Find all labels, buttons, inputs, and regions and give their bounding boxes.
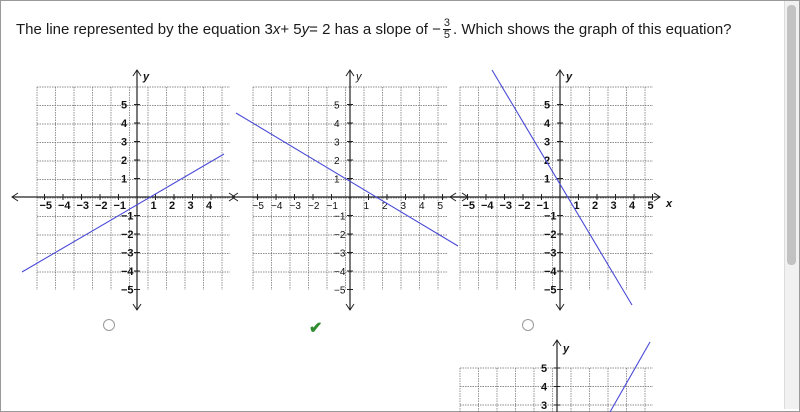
- option-3-x-tick-label: 1: [573, 200, 580, 212]
- option-3-y-tick-label: 5: [544, 99, 551, 112]
- option-4-y-tick-label: 5: [541, 363, 548, 375]
- option-4-y-axis-label: y: [563, 343, 570, 355]
- question-equals: = 2 has a slope of −: [309, 21, 441, 38]
- scrollbar-thumb[interactable]: [787, 5, 796, 265]
- option-3-y-tick-label: 3: [544, 136, 551, 149]
- option-1-x-tick-label: −5: [39, 200, 53, 212]
- option-3-y-tick-label: −1: [544, 210, 557, 223]
- option-3-x-tick-label: −2: [518, 200, 531, 212]
- option-3-x-axis-label: x: [666, 198, 673, 210]
- option-1-y-tick-label: −3: [121, 247, 134, 260]
- option-3-y-tick-label: 1: [544, 173, 551, 186]
- option-3-x-tick-label: −1: [536, 200, 550, 212]
- option-1-x-tick-label: −3: [76, 200, 90, 212]
- option-2-x-tick-label: 3: [400, 201, 407, 212]
- option-1-y-tick-label: 2: [121, 155, 128, 167]
- option-1-x-tick-label: −1: [113, 200, 127, 212]
- y-variable: y: [301, 21, 310, 38]
- option-1-y-tick-label: 5: [121, 99, 128, 112]
- option-2-x-tick-label: −3: [289, 201, 301, 212]
- fraction-denominator: 5: [443, 29, 451, 41]
- option-4-y-tick-label: 4: [541, 381, 548, 394]
- option-4-y-tick-label: 3: [541, 400, 548, 412]
- option-3-x-tick-label: −3: [499, 200, 513, 212]
- option-2-x-tick-label: −5: [252, 201, 264, 212]
- option-1-y-tick-label: −2: [121, 229, 134, 241]
- option-1-y-axis-label: y: [143, 71, 150, 83]
- option-3-x-tick-label: −5: [462, 200, 476, 212]
- option-3-y-tick-label: 4: [544, 118, 551, 130]
- option-1-y-tick-label: 3: [121, 136, 128, 149]
- option-2-x-tick-label: 2: [382, 201, 388, 212]
- fraction-numerator: 3: [443, 17, 451, 29]
- option-2-y-tick-label: 4: [334, 119, 340, 130]
- option-3-x-tick-label: 5: [647, 200, 654, 212]
- option-2-y-tick-label: −4: [334, 267, 346, 278]
- option-3-y-tick-label: −5: [544, 284, 557, 297]
- option-1-x-tick-label: 1: [150, 200, 157, 212]
- option-3-x-tick-label: 3: [610, 200, 617, 212]
- option-3-y-axis-label: y: [566, 71, 573, 83]
- option-2-y-tick-label: 3: [334, 137, 340, 149]
- option-2-x-tick-label: 4: [419, 201, 425, 212]
- option-2-y-tick-label: −3: [334, 248, 346, 260]
- option-3-x-tick-label: 2: [592, 200, 599, 212]
- option-1-x-tick-label: −2: [95, 200, 108, 212]
- question-prefix: The line represented by the equation 3: [16, 21, 273, 38]
- option-2-y-axis-label: y: [356, 71, 362, 83]
- option-3-y-tick-label: −4: [544, 266, 557, 278]
- question-suffix: . Which shows the graph of this equation?: [453, 21, 732, 38]
- option-1-y-tick-label: −4: [121, 266, 134, 278]
- option-3-x-tick-label: 4: [629, 200, 636, 212]
- option-2-y-tick-label: 1: [334, 174, 340, 186]
- option-2-x-tick-label: −4: [271, 201, 283, 212]
- option-1-x-tick-label: 2: [169, 200, 176, 212]
- option-3-y-tick-label: 2: [544, 155, 551, 167]
- option-2-x-tick-label: 1: [363, 201, 370, 212]
- option-4-plotted-line: [610, 342, 650, 412]
- option-1-y-tick-label: 4: [121, 118, 128, 130]
- option-3-y-tick-label: −3: [544, 247, 557, 260]
- option-3-x-tick-label: −4: [481, 200, 494, 212]
- option-2-y-tick-label: −1: [334, 211, 346, 223]
- option-3-y-tick-label: −2: [544, 229, 557, 241]
- option-2-x-tick-label: −1: [326, 201, 338, 212]
- option-2-x-tick-label: 5: [437, 201, 444, 212]
- option-1-x-tick-label: 4: [206, 200, 213, 212]
- option-2-correct-check-icon[interactable]: ✔: [309, 320, 323, 337]
- option-2-y-tick-label: 2: [334, 156, 340, 167]
- option-2-y-tick-label: 5: [334, 100, 340, 112]
- question-plus: + 5: [280, 21, 302, 38]
- option-2-y-tick-label: −2: [334, 230, 346, 241]
- vertical-scrollbar[interactable]: [784, 1, 799, 409]
- option-2-x-tick-label: −2: [308, 201, 320, 212]
- option-3-radio[interactable]: [522, 319, 534, 331]
- option-1-x-tick-label: −4: [58, 200, 71, 212]
- option-1-y-tick-label: 1: [121, 173, 128, 186]
- option-1-radio[interactable]: [103, 319, 115, 331]
- option-1-y-tick-label: −5: [121, 284, 134, 297]
- option-1-x-tick-label: 3: [187, 200, 194, 212]
- option-1-y-tick-label: −1: [121, 210, 134, 223]
- x-variable: x: [272, 21, 281, 38]
- option-2-y-tick-label: −5: [334, 285, 346, 297]
